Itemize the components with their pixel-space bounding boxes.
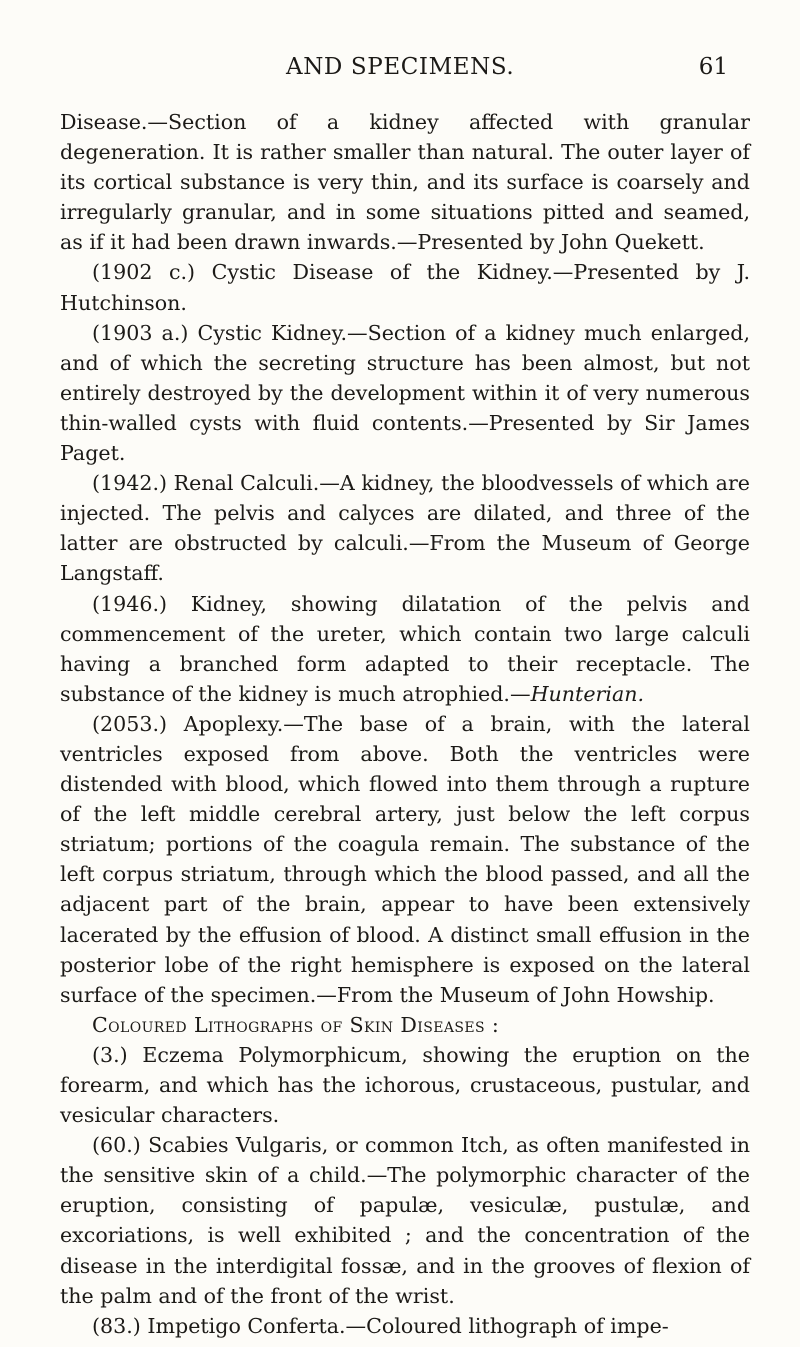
- body-text: [60, 107, 750, 1341]
- running-head: AND SPECIMENS.: [286, 54, 515, 80]
- paragraph-granular-kidney: Disease.—Section of a kidney affected with granular degeneration. It is rather smaller than natural. The outer layer of its cortical substance is very thin, and its surface is coarsely and irregularly granular, and in some situations pitted and seamed, as if it had been drawn inwards.—Presented by John Quekett.: [60, 110, 750, 255]
- section-heading-lithographs: Coloured Lithographs of Skin Diseases :: [92, 1012, 500, 1037]
- paragraph-60: (60.) Scabies Vulgaris, or common Itch, as often manifested in the sensitive skin of a child.—The polymorphic character of the eruption, consisting of papulæ, vesiculæ, pustulæ, and excoriations, is well exhibited ; and the concentration of the disease in the interdigital fossæ, and in the grooves of flexion of the palm and of the front of the wrist.: [60, 1133, 750, 1308]
- paragraph-1946-text: (1946.) Kidney, showing dilatation of the pelvis and commencement of the ureter, which contain two large calculi having a branched form adapted to their receptacle. The substance of the kidney is much atrophied.—: [60, 591, 750, 706]
- paragraph-1946-source: Hunterian.: [530, 681, 645, 706]
- paragraph-1946: [60, 589, 750, 709]
- paragraph-1903a: (1903 a.) Cystic Kidney.—Section of a kidney much enlarged, and of which the secreting structure has been almost, but not entirely destroyed by the development within it of very numerous thin-walled cysts with fluid contents.—Presented by Sir James Paget.: [60, 320, 750, 466]
- paragraph-1902c: (1902 c.) Cystic Disease of the Kidney.—Presented by J. Hutchinson.: [60, 260, 750, 315]
- paragraph-3: (3.) Eczema Polymorphicum, showing the eruption on the forearm, and which has the ichorous, crustaceous, pustular, and vesicular characters.: [60, 1042, 750, 1128]
- paragraph-83: (83.) Impetigo Conferta.—Coloured lithograph of impe-: [92, 1313, 669, 1338]
- page-number: 61: [698, 54, 728, 80]
- page-header: [110, 54, 728, 88]
- paragraph-2053: (2053.) Apoplexy.—The base of a brain, with the lateral ventricles exposed from above. Both the ventricles were distended with blood, which flowed into them through a rupture of the left middle cerebral artery, just below the left corpus striatum; portions of the coagula remain. The substance of the left corpus striatum, through which the blood passed, and all the adjacent part of the brain, appear to have been extensively lacerated by the effusion of blood. A distinct small effusion in the posterior lobe of the right hemisphere is exposed on the lateral surface of the specimen.—From the Museum of John Howship.: [60, 711, 750, 1007]
- paragraph-1942: (1942.) Renal Calculi.—A kidney, the bloodvessels of which are injected. The pelvis and calyces are dilated, and three of the latter are obstructed by calculi.—From the Museum of George Langstaff.: [60, 471, 750, 586]
